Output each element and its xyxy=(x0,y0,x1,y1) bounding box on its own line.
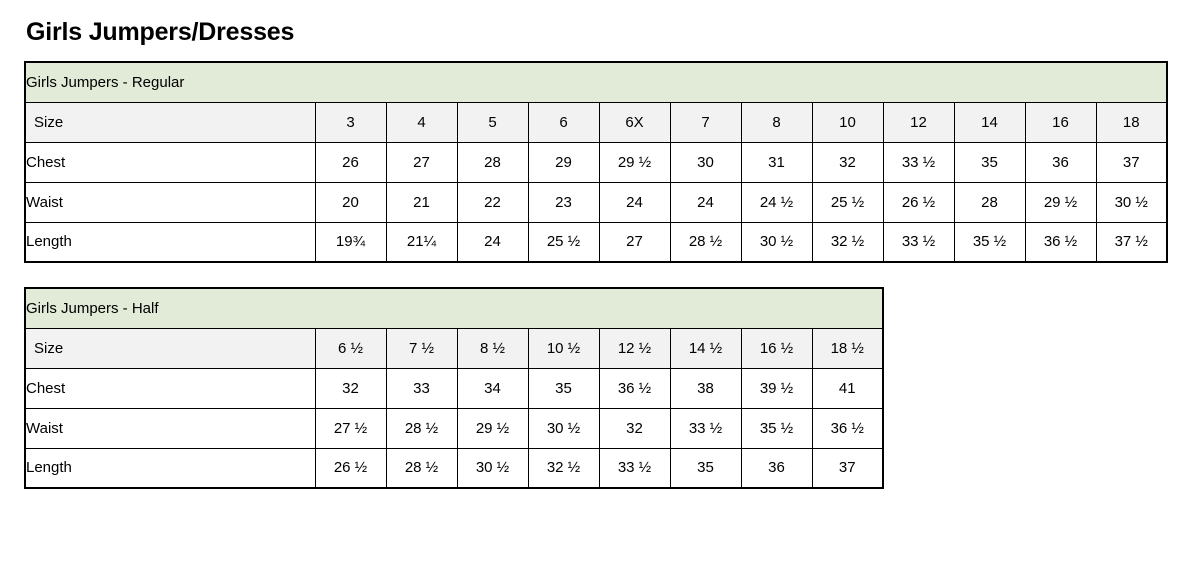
table-cell: 35 xyxy=(528,368,599,408)
table-row xyxy=(25,142,1167,182)
table-cell: 24 xyxy=(457,222,528,262)
table-cell: 32 ½ xyxy=(528,448,599,488)
table-cell: 35 xyxy=(954,142,1025,182)
table-cell: 32 xyxy=(599,408,670,448)
column-header-size-value: 10 xyxy=(812,102,883,142)
table-cell: 27 xyxy=(599,222,670,262)
table-cell: 30 ½ xyxy=(528,408,599,448)
table-row xyxy=(25,182,1167,222)
column-header-size-value: 16 ½ xyxy=(741,328,812,368)
column-header-size-value: 14 xyxy=(954,102,1025,142)
table-cell: 34 xyxy=(457,368,528,408)
table-cell: 41 xyxy=(812,368,883,408)
table-cell: 36 ½ xyxy=(599,368,670,408)
column-header-size-value: 12 xyxy=(883,102,954,142)
table-cell: 23 xyxy=(528,182,599,222)
table-cell: 27 xyxy=(386,142,457,182)
table-cell: 28 ½ xyxy=(386,408,457,448)
table-cell: 35 ½ xyxy=(741,408,812,448)
column-header-size-value: 14 ½ xyxy=(670,328,741,368)
table-cell: 27 ½ xyxy=(315,408,386,448)
table-cell: 36 xyxy=(1025,142,1096,182)
column-header-size-value: 8 xyxy=(741,102,812,142)
column-header-size-value: 7 xyxy=(670,102,741,142)
column-header-size-value: 18 ½ xyxy=(812,328,883,368)
table-cell: 38 xyxy=(670,368,741,408)
table-cell: 30 ½ xyxy=(457,448,528,488)
table-cell: 26 ½ xyxy=(883,182,954,222)
table-cell: 31 xyxy=(741,142,812,182)
table-cell: 29 ½ xyxy=(1025,182,1096,222)
table-girls-jumpers-half xyxy=(24,287,884,489)
table-row xyxy=(25,222,1167,262)
table-cell: 29 ½ xyxy=(599,142,670,182)
table-cell: 21 xyxy=(386,182,457,222)
table-cell: 24 ½ xyxy=(741,182,812,222)
table-cell: 33 ½ xyxy=(883,222,954,262)
table-caption-row xyxy=(25,288,883,328)
table-cell: 33 ½ xyxy=(670,408,741,448)
column-header-size-value: 4 xyxy=(386,102,457,142)
row-label: Waist xyxy=(25,182,315,222)
table-caption: Girls Jumpers - Half xyxy=(25,288,883,328)
table-cell: 32 ½ xyxy=(812,222,883,262)
table-cell: 30 ½ xyxy=(741,222,812,262)
table-cell: 35 xyxy=(670,448,741,488)
row-label: Chest xyxy=(25,368,315,408)
table-cell: 26 xyxy=(315,142,386,182)
table-cell: 37 ½ xyxy=(1096,222,1167,262)
table-girls-jumpers-regular xyxy=(24,61,1168,263)
column-header-size-value: 6 ½ xyxy=(315,328,386,368)
table-row xyxy=(25,408,883,448)
column-header-size-value: 6 xyxy=(528,102,599,142)
table-cell: 20 xyxy=(315,182,386,222)
table-cell: 28 ½ xyxy=(386,448,457,488)
table-cell: 37 xyxy=(1096,142,1167,182)
table-header-row xyxy=(25,328,883,368)
table-cell: 28 xyxy=(954,182,1025,222)
table-caption: Girls Jumpers - Regular xyxy=(25,62,1167,102)
column-header-size-value: 16 xyxy=(1025,102,1096,142)
column-header-size-value: 7 ½ xyxy=(386,328,457,368)
row-label: Length xyxy=(25,222,315,262)
table-cell: 33 ½ xyxy=(599,448,670,488)
column-header-size: Size xyxy=(25,102,315,142)
table-cell: 22 xyxy=(457,182,528,222)
column-header-size-value: 3 xyxy=(315,102,386,142)
table-cell: 30 ½ xyxy=(1096,182,1167,222)
table-cell: 33 ½ xyxy=(883,142,954,182)
table-cell: 25 ½ xyxy=(528,222,599,262)
table-cell: 29 ½ xyxy=(457,408,528,448)
table-cell: 21¼ xyxy=(386,222,457,262)
column-header-size-value: 6X xyxy=(599,102,670,142)
table-cell: 36 ½ xyxy=(1025,222,1096,262)
table-cell: 36 ½ xyxy=(812,408,883,448)
column-header-size: Size xyxy=(25,328,315,368)
table-cell: 24 xyxy=(670,182,741,222)
table-cell: 32 xyxy=(315,368,386,408)
table-cell: 28 xyxy=(457,142,528,182)
table-cell: 35 ½ xyxy=(954,222,1025,262)
table-cell: 36 xyxy=(741,448,812,488)
table-cell: 39 ½ xyxy=(741,368,812,408)
table-row xyxy=(25,448,883,488)
column-header-size-value: 12 ½ xyxy=(599,328,670,368)
table-cell: 19¾ xyxy=(315,222,386,262)
table-cell: 33 xyxy=(386,368,457,408)
column-header-size-value: 10 ½ xyxy=(528,328,599,368)
table-cell: 32 xyxy=(812,142,883,182)
table-cell: 24 xyxy=(599,182,670,222)
table-cell: 28 ½ xyxy=(670,222,741,262)
table-cell: 30 xyxy=(670,142,741,182)
page-title: Girls Jumpers/Dresses xyxy=(26,18,295,46)
row-label: Length xyxy=(25,448,315,488)
table-cell: 25 ½ xyxy=(812,182,883,222)
row-label: Chest xyxy=(25,142,315,182)
table-cell: 37 xyxy=(812,448,883,488)
row-label: Waist xyxy=(25,408,315,448)
table-cell: 26 ½ xyxy=(315,448,386,488)
table-caption-row xyxy=(25,62,1167,102)
column-header-size-value: 18 xyxy=(1096,102,1167,142)
table-row xyxy=(25,368,883,408)
column-header-size-value: 8 ½ xyxy=(457,328,528,368)
column-header-size-value: 5 xyxy=(457,102,528,142)
table-header-row xyxy=(25,102,1167,142)
table-cell: 29 xyxy=(528,142,599,182)
